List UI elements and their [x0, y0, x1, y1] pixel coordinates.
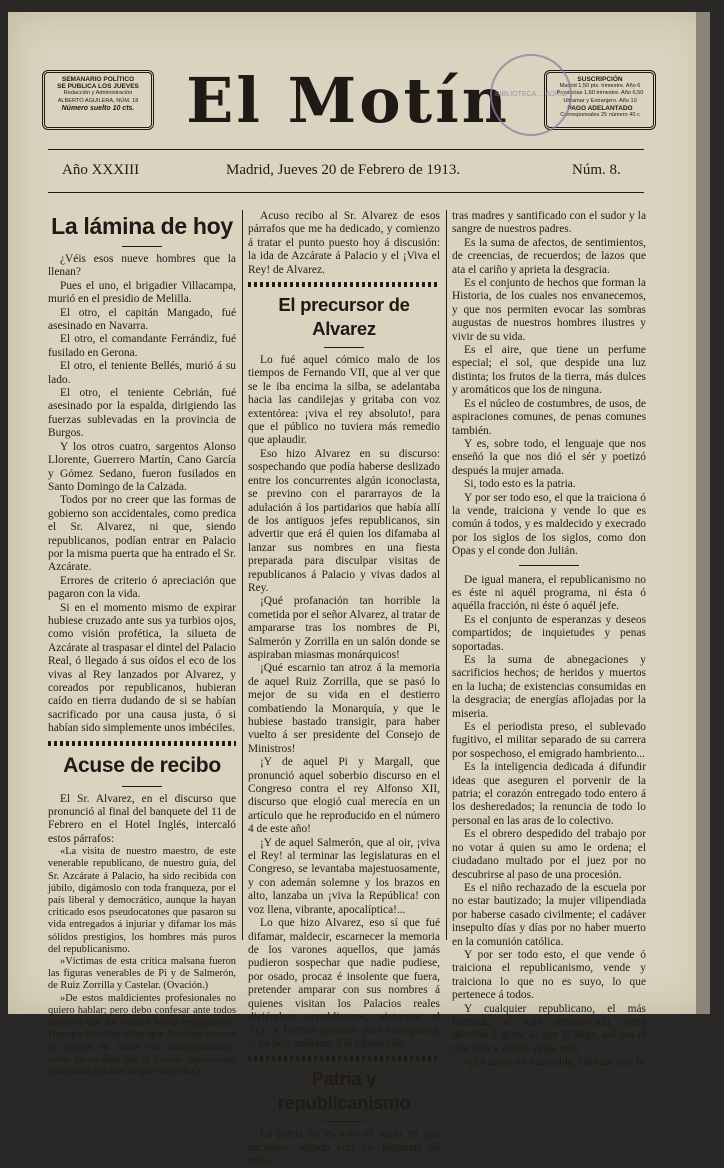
paragraph: Si, todo esto es la patria. — [464, 478, 576, 491]
left-box-line: Número suelto 10 cts. — [61, 104, 135, 112]
paragraph: Errores de criterio ó apreciación que pagaron con la vida. — [48, 574, 236, 601]
date-label: Madrid, Jueves 20 de Febrero de 1913. — [226, 162, 461, 178]
paragraph: El otro, el teniente Bellés, murió á su lado. — [48, 360, 236, 386]
left-box-line: Redacción y Administración — [63, 90, 133, 97]
paragraph: Si en el momento mismo de expirar hubiese cruzado ante sus ya turbios ojos, como visión profética, la silueta de Azcárate al traspasar el dintel del Palacio Real, ó llegado á sus oídos el eco de los vivas al Rey lanzados por Alvarez, y coreados por republicanos, hubieran caído en tierra dudando de si se habían sacrificado por una causa justa, ó si habían sido simplemente unos imbéciles. — [48, 601, 236, 735]
paragraph: El otro, el teniente Cebrián, fué asesinado por la espalda, dirigiendo las fuerzas sublevadas en la provincia de Burgos. — [48, 387, 236, 440]
paragraph: Es la inteligencia dedicada á difundir ideas que aseguren el porvenir de la patria; el corazón entregado todo entero á los desheredados; la renuncia de todo lo personal en las aras de lo colectivo. — [452, 761, 646, 827]
column-divider — [446, 210, 447, 940]
dateline — [48, 162, 644, 186]
paragraph: Es la suma de abnegaciones y sacrificios hechos; de heridos y muertos en la lucha; de existencias consumidas en la desgracia; de energías aflojadas por la miseria. — [452, 654, 646, 720]
masthead-rule-bottom — [48, 192, 644, 193]
headline-lamina: La lámina de hoy — [51, 213, 233, 239]
paragraph: Y los otros cuatro, sargentos Alonso Llorente, Guerrero Martín, Cano García y Gómez Sedano, fueron fusilados en Santo Domingo de la Calzada. — [48, 440, 236, 493]
headline-underline — [122, 246, 162, 247]
paragraph: El otro, el comandante Ferrándiz, fué fusilado en Gerona. — [48, 333, 236, 359]
section-divider — [48, 741, 236, 746]
paragraph: Pues el uno, el brigadier Villacampa, murió en el presidio de Melilla. — [48, 279, 236, 306]
paragraph: La patria no es sólo el suelo en que nacemos, regado con las lágrimas de nues- — [248, 1128, 440, 1167]
headline-patria: Patria y republicanismo — [277, 1068, 411, 1114]
paragraph: Y por ser todo esto, el que vende ó traiciona el republicanismo, vende y traiciona lo que no es suyo, lo que pertenece á todos. — [452, 948, 646, 1002]
masthead-left-box — [42, 70, 154, 130]
paragraph: De igual manera, el republicanismo no es éste ni aquél programa, ni ésta ó aquélla fracción, ni éste ó aquél jefe. — [452, 573, 646, 613]
paragraph: ¡Qué profanación tan horrible la cometida por el señor Alvarez, al tratar de ampararse tras los nombres de Pi, Salmerón y Zorrilla en un salón donde se aspiraban miasmas monárquicos! — [248, 595, 440, 661]
paragraph: Es el niño rechazado de la escuela por no estar bautizado; la mujer vilipendiada por haberse casado civilmente; el cadáver insepulto días y días por no haber muerto en la comunión católica. — [452, 881, 646, 948]
headline-precursor: El precursor de Alvarez — [278, 294, 410, 340]
paragraph: «¡Es usted un miserable, cúbrase con la — [464, 1056, 644, 1069]
left-box-line: SE PUBLICA LOS JUEVES — [57, 83, 139, 91]
masthead-rule-top — [48, 149, 644, 150]
issue-number: Núm. 8. — [572, 162, 621, 178]
headline-underline — [324, 347, 364, 348]
paragraph: ¡Qué escarnio tan atroz á la memoria de aquel Ruiz Zorrilla, que se pasó lo mejor de su vida en el destierro combatiendo la Monarquía, y que le hubiese bastado transigir, para haber vuelto á ser presidente del Consejo de Ministros! — [248, 662, 440, 755]
paragraph: Y cualquier republicano, el más humilde, el más desconocido, tiene derecho á gritar al que lo haga, así sea el más alto y el que valga más: — [452, 1002, 646, 1055]
paragraph: Y por ser todo eso, el que la traiciona ó la vende, traiciona y vende lo que es común á todos, y es maldecido y execrado por los siglos de los siglos, como don Opas y el conde don Julián. — [452, 491, 646, 558]
page-edge-strip — [696, 12, 710, 1014]
paragraph: Es el obrero despedido del trabajo por no votar á quien su amo le ordena; el ciudadano multado por el juez por no descubrirse al paso de una procesión. — [452, 828, 646, 881]
newspaper-page — [8, 12, 710, 1167]
right-box-line: Provincias 1,60 trimestre. Año 6,50 — [556, 90, 644, 97]
left-box-line: SEMANARIO POLÍTICO — [61, 76, 135, 83]
headline-underline — [324, 1121, 364, 1122]
paragraph: Es el conjunto de esperanzas y deseos compartidos; de inquietudes y penas soportadas. — [452, 613, 646, 653]
newspaper-title: El Motín — [186, 64, 510, 137]
quote-paragraph: «La visita de nuestro maestro, de este venerable republicano, de nuestro guía, del Sr. Azcárate á Palacio, ha sido recibida con júbilo, digámoslo con toda franqueza, por el país liberal y democrático, aunque la hayan criticado esos pseudocatones que pasaron su vida entregados á injuriar y difamar los más sólidos prestigios, los hombres más puros del republicanismo. — [48, 846, 236, 955]
paragraph: Es el conjunto de hechos que forman la Historia, de los cuales nos envanecemos, y que nos permiten evocar las sombras augustas de nuestros hombres ilustres y vivir de su vida. — [452, 277, 646, 343]
section-divider — [248, 282, 440, 287]
paragraph: ¡Y de aquel Salmerón, que al oir, ¡viva el Rey! al terminar las legislaturas en el Congreso, se levantaba majestuosamente, y con ademán solemne y los brazos en alto, lanzaba un ¡viva la República! con voz llena, vibrante, apocalíptica!... — [248, 836, 440, 916]
right-box-line: Ultramar y Extranjero. Año 10 — [563, 97, 637, 104]
right-box-line: PAGO ADELANTADO — [567, 104, 633, 112]
column-1 — [48, 210, 236, 1078]
year-label: Año XXXIII — [62, 162, 140, 178]
headline-acuse: Acuse de recibo — [63, 753, 221, 777]
paragraph: Lo fué aquel cómico malo de los tiempos de Fernando VII, que al ver que se le iba encima la silba, se adelantaba hacia las candilejas y gritaba con voz extentórea: ¡viva el rey absoluto!, para que el público no tuviera más remedio que aplaudir. — [248, 354, 440, 447]
column-3 — [452, 210, 646, 1070]
library-stamp: BIBLIOTECA ... ADRID — [490, 54, 572, 136]
paragraph: Lo que hizo Alvarez, eso sí que fué difamar, maldecir, escarnecer la memoria de los varones aquellos, que jamás pudieron sospechar que nadie pudiese, por osado, procaz é insolente que fuera, pretender amparar con sus nombres á quienes visitan los Palacios reales diciéndose republicanos, victorean al Rey, y forman partidos para entregarlos, si no hoy, mañana, á la Monarquía. — [248, 917, 440, 1050]
column-2 — [248, 210, 440, 1168]
paragraph: Todos por no creer que las formas de gobierno son accidentales, como predica el Sr. Alvarez, ni que, siendo republicanos, podían entrar en Palacio por la misma puerta que ha entrado el Sr. Azcárate. — [48, 494, 236, 574]
section-divider — [248, 1056, 440, 1061]
paragraph: El Sr. Alvarez, en el discurso que pronunció al final del banquete del 11 de Febrero en el Hotel Inglés, intercaló estos párrafos: — [48, 792, 236, 845]
paragraph: tras madres y santificado con el sudor y la sangre de nuestros padres. — [452, 210, 646, 236]
paragraph: Acuso recibo al Sr. Alvarez de esos párrafos que me ha dedicado, y comienzo á tratar el punto puesto hoy á discusión: la ida de Azcárate á Palacio y el ¡Viva el Rey! de Alvarez. — [248, 210, 440, 276]
right-box-line: Madrid 1,50 pts. trimestre. Año 6 — [559, 83, 641, 90]
paragraph: Es la suma de afectos, de sentimientos, de creencias, de recuerdos; de lazos que ata el cariño y aprieta la desgracia. — [452, 236, 646, 276]
paragraph: Es el aire, que tiene un perfume especial; el sol, que despide una luz distinta; los frutos de la tierra, más dulces y aromáticos que los de ninguna. — [452, 344, 646, 397]
paragraph: Es el periodista preso, el sublevado fugitivo, el militar separado de su carrera por sospechoso, el emigrado hambriento... — [452, 721, 646, 760]
quote-paragraph: »Víctimas de esta crítica malsana fueron las figuras venerables de Pi y de Salmerón, de Ruiz Zorrilla y Castelar. (Ovación.) — [48, 956, 236, 992]
right-box-line: Corresponsales 25 número 40 c — [560, 112, 640, 119]
headline-underline — [122, 786, 162, 787]
paragraph: Y es, sobre todo, el lenguaje que nos enseñó la que nos dió el sér y poetizó después la mujer amada. — [452, 437, 646, 477]
paragraph: Eso hizo Alvarez en su discurso: sospechando que podía haberse deslizado entre los concurrentes algún iconoclasta, se previno con el pararrayos de la adulación á los partidarios que había allí de los antiguos jefes republicanos, sin advertir que erá él quien los difamaba al lanzar sus nombres en una fiesta preparada para disculpar visitas de republicanos á Palacio y vivas dados al Rey. — [248, 447, 440, 594]
paragraph: Es el núcleo de costumbres, de usos, de aspiraciones comunes, de penas comunes también. — [452, 397, 646, 437]
paragraph: ¡Y de aquel Pi y Margall, que pronunció aquel soberbio discurso en el Congreso contra el rey Alfonso XII, discurso que elogió cual merecía en un artículo que he reproducido en el número 4 de este año! — [248, 756, 440, 836]
right-box-line: SUSCRIPCIÓN — [577, 76, 623, 83]
paragraph: ¿Véis esos nueve hombres que la llenan? — [48, 253, 236, 279]
paragraph: El otro, el capitán Mangado, fué asesinado en Navarra. — [48, 306, 236, 333]
left-box-line: ALBERTO AGUILERA, NÚM. 18 — [57, 97, 139, 104]
section-rule — [519, 565, 579, 566]
quote-paragraph: »De estos maldicientes profesionales no quiero hablar; pero debo confesar ante todos vosotros que me causan honda repugnancia. Hay que hacerles saber que Azcárate merece el respeto de todos sus correligionarios, como yo os digo que el partido republicano reformista aplaude lo que ha hecho.» — [48, 992, 236, 1077]
column-divider — [242, 210, 243, 940]
